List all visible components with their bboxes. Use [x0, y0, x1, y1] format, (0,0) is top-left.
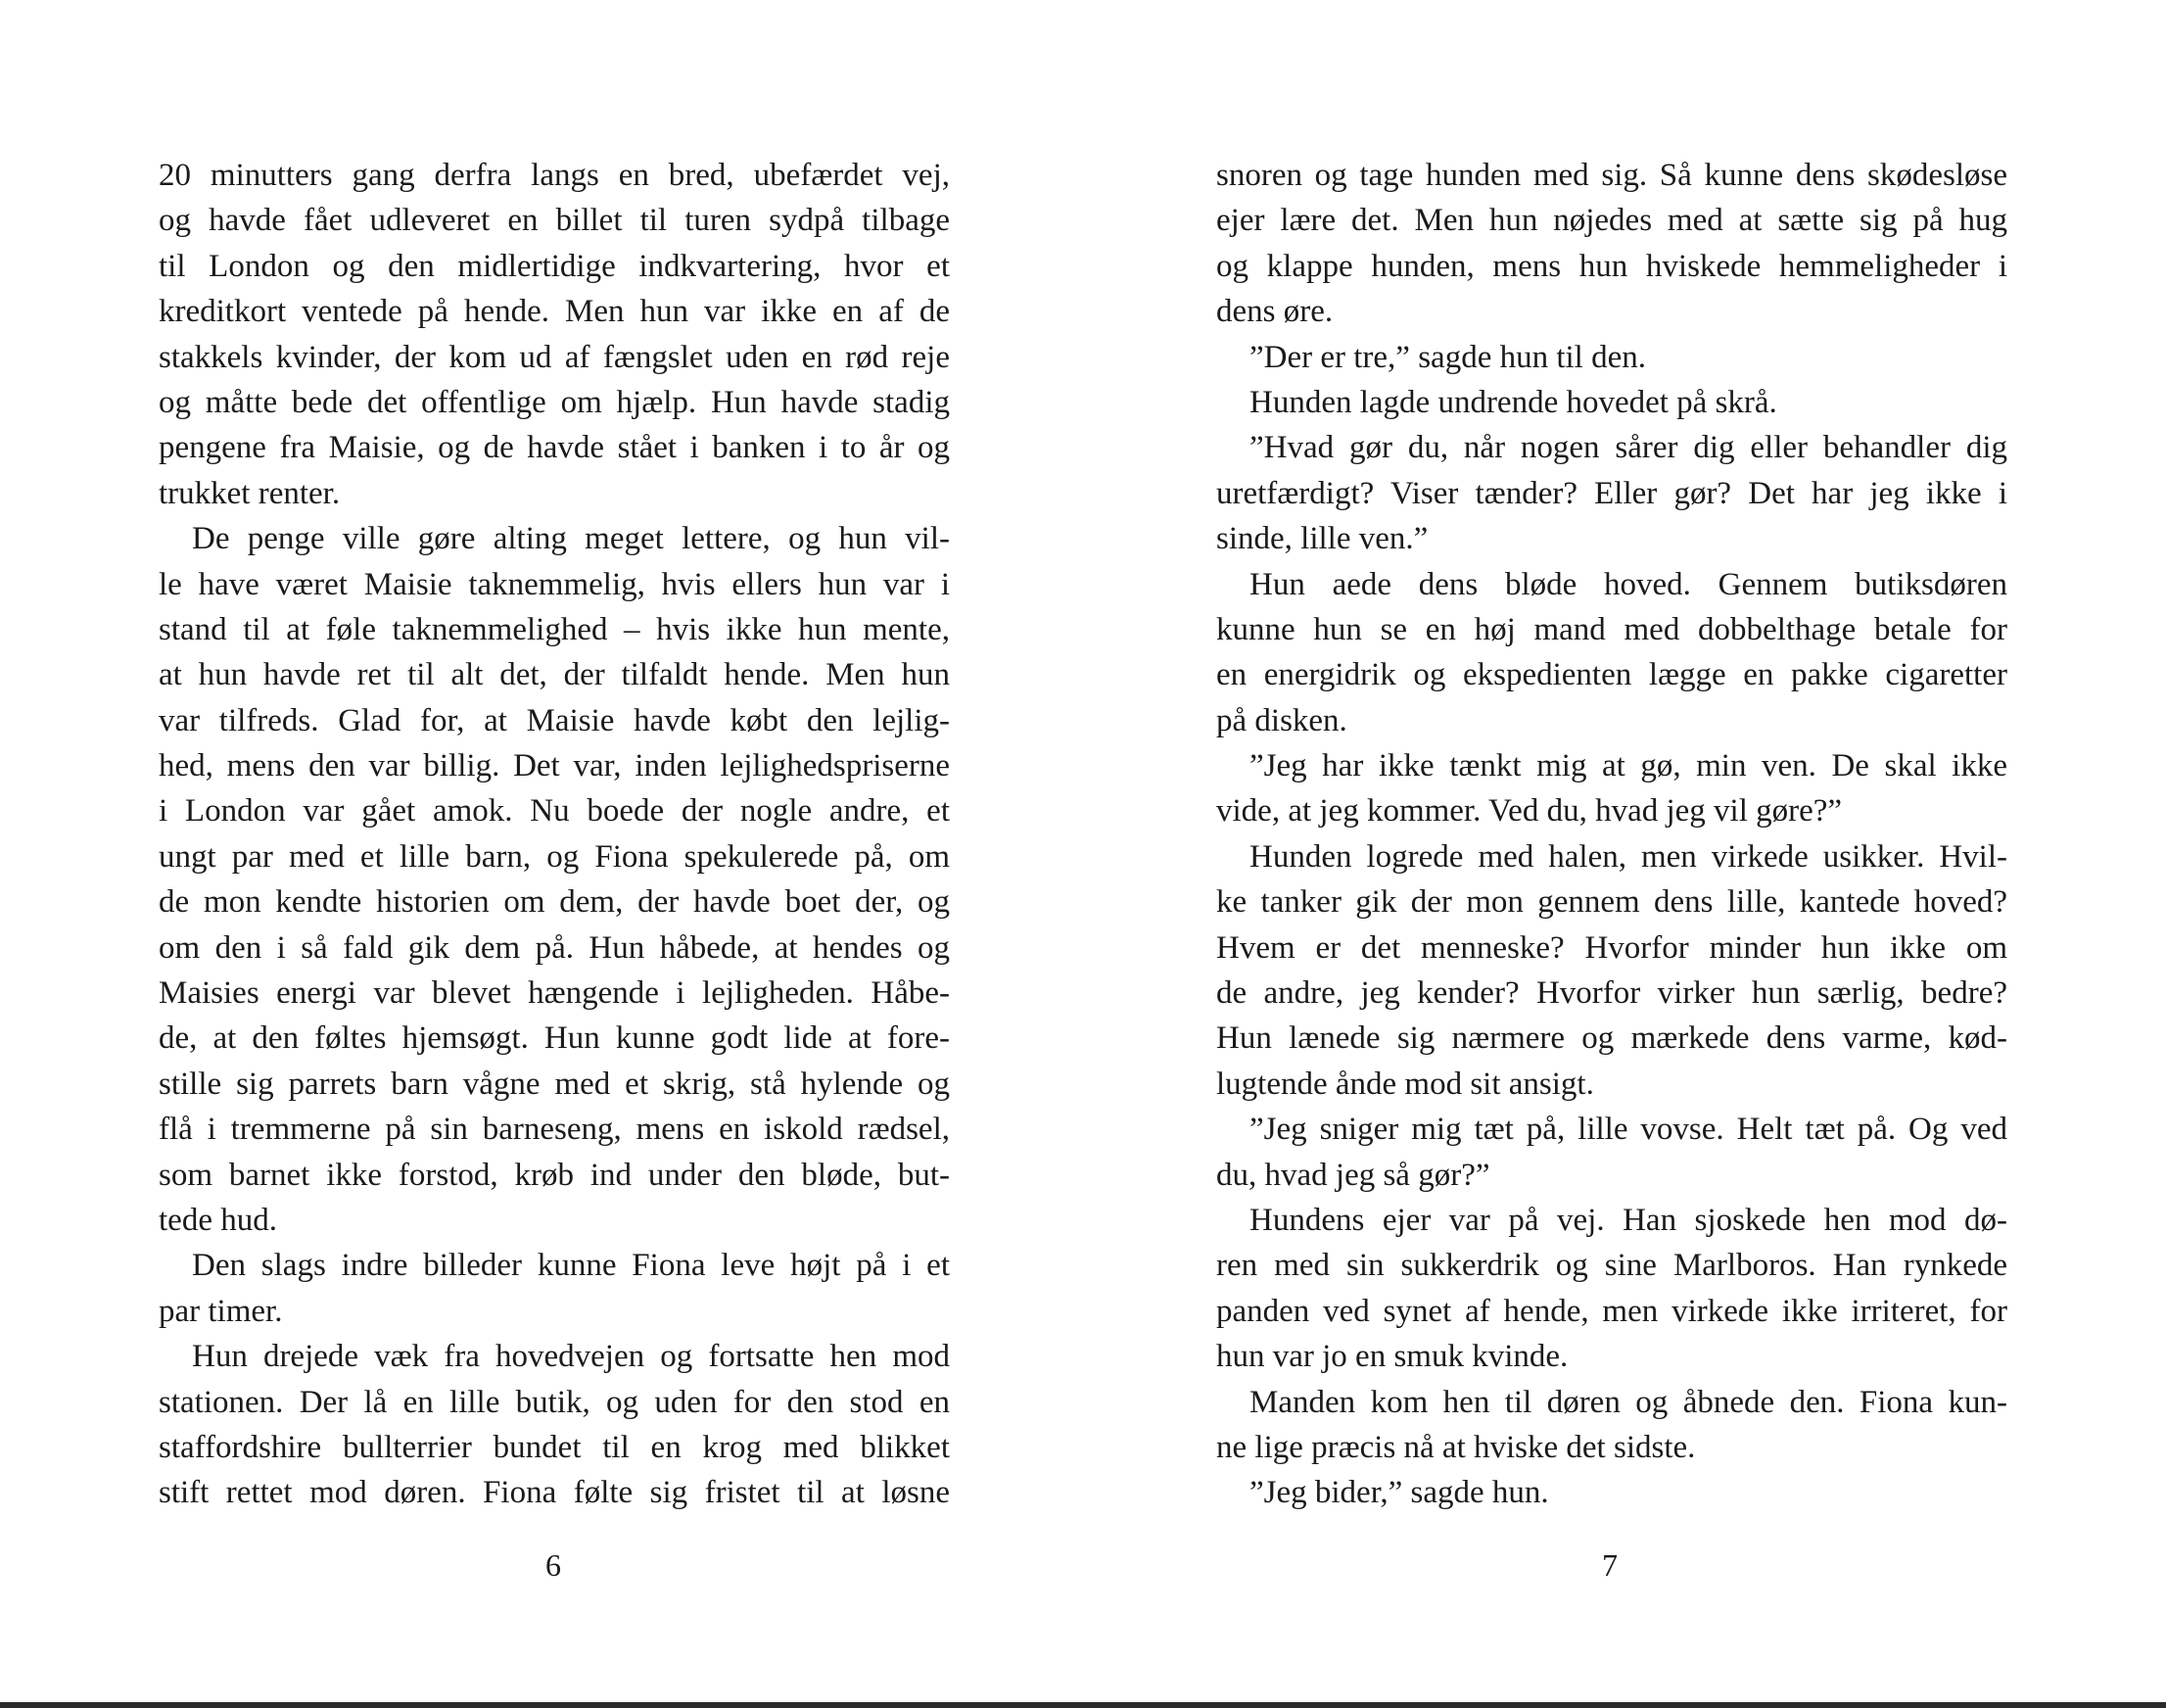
- left-page-text: [159, 153, 950, 1516]
- text-line: hed, mens den var billig. Det var, inden lejlighedspriserne: [159, 748, 950, 784]
- text-line: Hun aede dens bløde hoved. Gennem butiksdøren: [1249, 566, 2007, 602]
- text-line: par timer.: [159, 1293, 283, 1329]
- text-line: Hun drejede væk fra hovedvejen og fortsatte hen mod: [192, 1339, 950, 1375]
- text-line: Den slags indre billeder kunne Fiona leve højt på i et: [192, 1248, 950, 1284]
- text-line: vide, at jeg kommer. Ved du, hvad jeg vil gøre?”: [1216, 793, 1843, 830]
- text-line: Manden kom hen til døren og åbnede den. Fiona kun-: [1249, 1384, 2007, 1420]
- text-line: til London og den midlertidige indkvartering, hvor et: [159, 248, 950, 284]
- text-line: Hunden lagde undrende hovedet på skrå.: [1249, 384, 1777, 420]
- text-line: panden ved synet af hende, men virkede ikke irriteret, for: [1216, 1293, 2007, 1329]
- text-line: stakkels kvinder, der kom ud af fængslet uden en rød reje: [159, 339, 950, 375]
- bottom-divider: [0, 1702, 2166, 1708]
- text-line: at hun havde ret til alt det, der tilfaldt hende. Men hun: [159, 657, 950, 693]
- text-line: flå i tremmerne på sin barneseng, mens en iskold rædsel,: [159, 1112, 950, 1148]
- text-line: pengene fra Maisie, og de havde stået i banken i to år og: [159, 430, 950, 466]
- text-line: stille sig parrets barn vågne med et skrig, stå hylende og: [159, 1066, 950, 1102]
- text-line: ungt par med et lille barn, og Fiona spekulerede på, om: [159, 838, 950, 875]
- text-line: de mon kendte historien om dem, der havde boet der, og: [159, 884, 950, 921]
- text-line: trukket renter.: [159, 475, 341, 511]
- text-line: tede hud.: [159, 1202, 277, 1238]
- text-line: ren med sin sukkerdrik og sine Marlboros. Han rynkede: [1216, 1248, 2007, 1284]
- text-line: uretfærdigt? Viser tænder? Eller gør? Det har jeg ikke i: [1216, 475, 2007, 511]
- text-line: ne lige præcis nå at hviske det sidste.: [1216, 1429, 1696, 1465]
- text-line: ”Jeg har ikke tænkt mig at gø, min ven. De skal ikke: [1249, 748, 2007, 784]
- text-line: stand til at føle taknemmelighed – hvis ikke hun mente,: [159, 611, 950, 647]
- text-line: og måtte bede det offentlige om hjælp. Hun havde stadig: [159, 384, 950, 420]
- text-line: stift rettet mod døren. Fiona følte sig fristet til at løsne: [159, 1475, 950, 1511]
- text-line: ejer lære det. Men hun nøjedes med at sætte sig på hug: [1216, 203, 2007, 239]
- text-line: De penge ville gøre alting meget lettere, og hun vil-: [192, 521, 950, 557]
- text-line: lugtende ånde mod sit ansigt.: [1216, 1066, 1594, 1102]
- text-line: dens øre.: [1216, 294, 1334, 330]
- text-line: snoren og tage hunden med sig. Så kunne dens skødesløse: [1216, 158, 2007, 193]
- text-line: hun var jo en smuk kvinde.: [1216, 1339, 1569, 1375]
- text-line: som barnet ikke forstod, krøb ind under den bløde, but-: [159, 1157, 950, 1193]
- text-line: staffordshire bullterrier bundet til en krog med blikket: [159, 1429, 950, 1465]
- text-line: Hun lænede sig nærmere og mærkede dens varme, kød-: [1216, 1020, 2007, 1057]
- text-line: du, hvad jeg så gør?”: [1216, 1157, 1490, 1193]
- text-line: ”Jeg bider,” sagde hun.: [1249, 1475, 1549, 1511]
- text-line: Maisies energi var blevet hængende i lejligheden. Håbe-: [159, 975, 950, 1012]
- text-line: Hvem er det menneske? Hvorfor minder hun ikke om: [1216, 929, 2007, 966]
- text-line: en energidrik og ekspedienten lægge en pakke cigaretter: [1216, 657, 2007, 693]
- page-number-left: 6: [545, 1547, 561, 1583]
- text-line: på disken.: [1216, 702, 1347, 738]
- text-line: og havde fået udleveret en billet til turen sydpå tilbage: [159, 203, 950, 239]
- text-line: ”Jeg sniger mig tæt på, lille vovse. Helt tæt på. Og ved: [1249, 1112, 2007, 1148]
- text-line: og klappe hunden, mens hun hviskede hemmeligheder i: [1216, 248, 2007, 284]
- text-line: de, at den føltes hjemsøgt. Hun kunne godt lide at fore-: [159, 1020, 950, 1057]
- text-line: kreditkort ventede på hende. Men hun var ikke en af de: [159, 294, 950, 330]
- text-line: sinde, lille ven.”: [1216, 521, 1429, 557]
- text-line: ”Hvad gør du, når nogen sårer dig eller behandler dig: [1249, 430, 2007, 466]
- text-line: om den i så fald gik dem på. Hun håbede, at hendes og: [159, 929, 950, 966]
- text-line: stationen. Der lå en lille butik, og uden for den stod en: [159, 1384, 950, 1420]
- text-line: kunne hun se en høj mand med dobbelthage betale for: [1216, 611, 2007, 647]
- page-number-right: 7: [1602, 1547, 1618, 1583]
- text-line: de andre, jeg kender? Hvorfor virker hun særlig, bedre?: [1216, 975, 2007, 1012]
- text-line: Hundens ejer var på vej. Han sjoskede hen mod dø-: [1249, 1202, 2007, 1238]
- text-line: ke tanker gik der mon gennem dens lille, kantede hoved?: [1216, 884, 2007, 921]
- text-line: Hunden logrede med halen, men virkede usikker. Hvil-: [1249, 838, 2007, 875]
- text-line: ”Der er tre,” sagde hun til den.: [1249, 339, 1646, 375]
- text-line: i London var gået amok. Nu boede der nogle andre, et: [159, 793, 950, 830]
- text-line: var tilfreds. Glad for, at Maisie havde købt den lejlig-: [159, 702, 950, 738]
- text-line: 20 minutters gang derfra langs en bred, ubefærdet vej,: [159, 158, 950, 193]
- text-line: le have været Maisie taknemmelig, hvis ellers hun var i: [159, 566, 950, 602]
- right-page-text: [1216, 153, 2007, 1516]
